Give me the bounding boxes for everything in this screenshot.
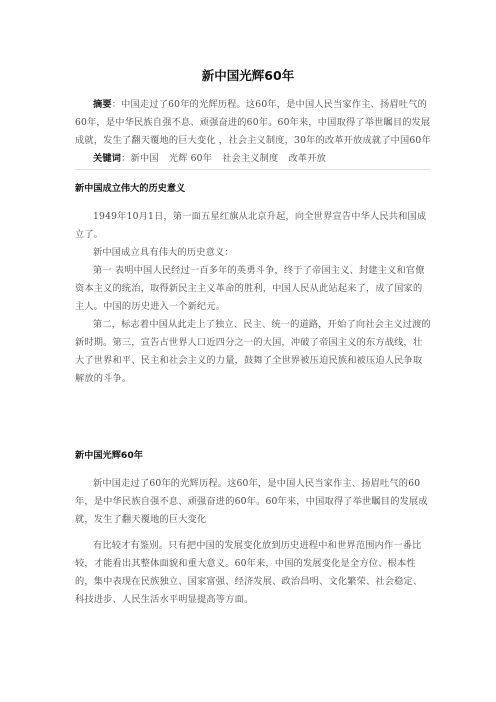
abstract-text: 中国走过了60年的光辉历程。这60年，是中国人民当家作主、扬眉吐气的60年，是中华民族自强不息、顽强奋进的60年。60年来，中国取得了举世瞩目的发展成就，发生了翻天覆地的巨大变化 ，社会主义制度，30年的改革开放成就了中国60年: [75, 99, 431, 146]
keywords-label-sep: ：: [121, 153, 131, 164]
abstract-block: [75, 96, 431, 168]
section2-paragraph: 新中国走过了60年的光辉历程。这60年，是中国人民当家作主、扬眉吐气的60年，是中华民族自强不息、顽强奋进的60年。60年来，中国取得了举世瞩目的发展成就，发生了翻天覆地的巨大变化: [75, 478, 428, 525]
section-divider: [75, 169, 431, 170]
section2-paragraph: 有比较才有鉴别。只有把中国的发展变化放到历史进程中和世界范围内作一番比较，才能看出其整体面貌和重大意义。60年来，中国的发展变化是全方位、根本性的，集中表现在民族独立、国家富强、经济发展、政治昌明、文化繁荣、社会稳定、科技进步、人民生活水平明显提高等方面。: [75, 540, 423, 605]
keyword-item: 新中国: [130, 153, 159, 164]
section1-body: [75, 208, 431, 388]
section-heading: 新中国光辉60年: [75, 450, 143, 461]
section1-paragraph: 1949年10月1日，第一面五星红旗从北京升起，向全世界宣告中华人民共和国成立了。: [75, 211, 427, 240]
section2-body: [75, 475, 431, 609]
section1-paragraph: 新中国成立具有伟大的历史意义：: [93, 247, 234, 258]
keyword-item: 光辉 60年: [168, 153, 213, 164]
abstract-paragraph: [75, 96, 431, 150]
abstract-label-sep: ：: [111, 99, 122, 110]
abstract-label: 摘要: [93, 99, 112, 110]
document-title: 新中国光辉60年: [201, 68, 295, 83]
keywords-line: [75, 150, 431, 168]
keyword-item: 改革开放: [288, 153, 326, 164]
section1-paragraph: 第二，标志着中国从此走上了独立、民主、统一的道路，开始了向社会主义过渡的新时期。第三，宣告占世界人口近四分之一的大国，冲破了帝国主义的东方战线，壮大了世界和平、民主和社会主义的力量，鼓舞了全世界被压迫民族和被压迫人民争取解放的斗争。: [75, 319, 431, 384]
section1-paragraph: 第一 表明中国人民经过一百多年的英勇斗争，终于了帝国主义、封建主义和官僚资本主义的统治，取得新民主主义革命的胜利，中国人民从此站起来了，成了国家的主人。中国的历史进入一个新纪元。: [75, 265, 425, 312]
section-heading: 新中国成立伟大的历史意义: [75, 183, 186, 194]
keyword-item: 社会主义制度: [222, 153, 279, 164]
keywords-label: 关键词: [93, 153, 122, 164]
